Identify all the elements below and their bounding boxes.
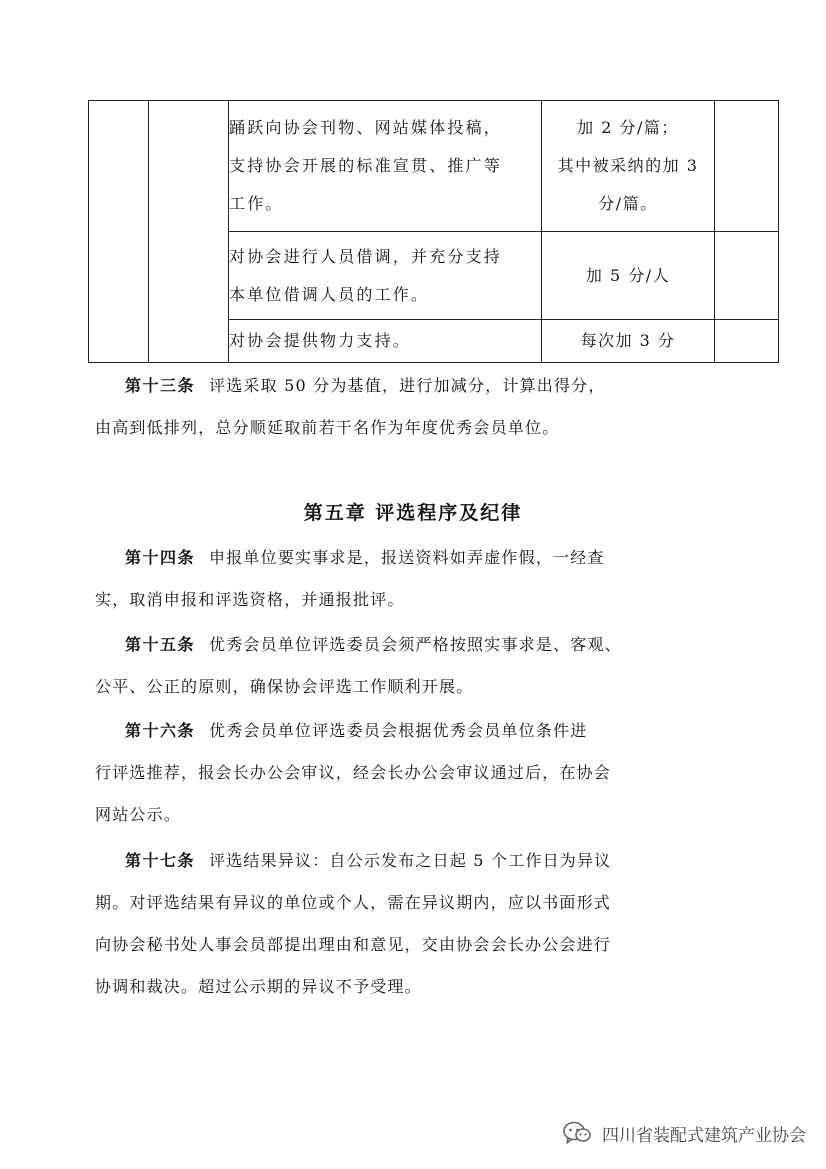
article-text: 由高到低排列，总分顺延取前若干名作为年度优秀会员单位。 — [95, 418, 560, 437]
article-text: 优秀会员单位评选委员会根据优秀会员单位条件进 — [209, 721, 588, 740]
article-text: 行评选推荐，报会长办公会审议，经会长办公会审议通过后，在协会 — [95, 763, 612, 782]
article-label: 第十五条 — [125, 635, 196, 654]
article-label: 第十七条 — [125, 851, 196, 870]
article-13 — [95, 365, 705, 449]
article-16 — [95, 710, 705, 836]
item-cell: 对协会进行人员借调，并充分支持 本单位借调人员的工作。 — [229, 232, 542, 320]
article-label: 第十三条 — [125, 376, 196, 395]
remarks-cell — [715, 101, 779, 232]
account-name: 四川省装配式建筑产业协会 — [602, 1125, 806, 1146]
article-text: 公平、公正的原则，确保协会评选工作顺利开展。 — [95, 677, 474, 696]
score-cell: 每次加 3 分 — [542, 320, 715, 363]
table-row — [89, 101, 779, 232]
chapter-title: 第五章 评选程序及纪律 — [303, 502, 523, 524]
score-cell: 加 2 分/篇； 其中被采纳的加 3 分/篇。 — [542, 101, 715, 232]
wechat-icon — [562, 1120, 592, 1146]
article-text: 向协会秘书处人事会员部提出理由和意见，交由协会会长办公会进行 — [95, 935, 612, 954]
article-15 — [95, 624, 705, 708]
article-text: 优秀会员单位评选委员会须严格按照实事求是、客观、 — [209, 635, 622, 654]
article-text: 实，取消申报和评选资格，并通报批评。 — [95, 590, 405, 609]
remarks-cell — [715, 320, 779, 363]
score-cell: 加 5 分/人 — [542, 232, 715, 320]
item-cell: 对协会提供物力支持。 — [229, 320, 542, 363]
article-text: 期。对评选结果有异议的单位或个人，需在异议期内，应以书面形式 — [95, 893, 612, 912]
scoring-table — [88, 100, 779, 363]
subcategory-cell — [149, 101, 229, 363]
article-label: 第十四条 — [125, 548, 196, 567]
article-label: 第十六条 — [125, 721, 196, 740]
article-14 — [95, 537, 705, 621]
article-text: 网站公示。 — [95, 805, 182, 824]
item-cell: 踊跃向协会刊物、网站媒体投稿， 支持协会开展的标准宣贯、推广等 工作。 — [229, 101, 542, 232]
remarks-cell — [715, 232, 779, 320]
article-text: 申报单位要实事求是，报送资料如弄虚作假，一经查 — [209, 548, 605, 567]
category-cell — [89, 101, 149, 363]
footer-watermark — [562, 1117, 806, 1149]
article-17 — [95, 840, 705, 1008]
article-text: 评选结果异议：自公示发布之日起 5 个工作日为异议 — [209, 851, 612, 870]
article-text: 协调和裁决。超过公示期的异议不予受理。 — [95, 977, 422, 996]
article-text: 评选采取 50 分为基值，进行加减分，计算出得分， — [209, 376, 606, 395]
